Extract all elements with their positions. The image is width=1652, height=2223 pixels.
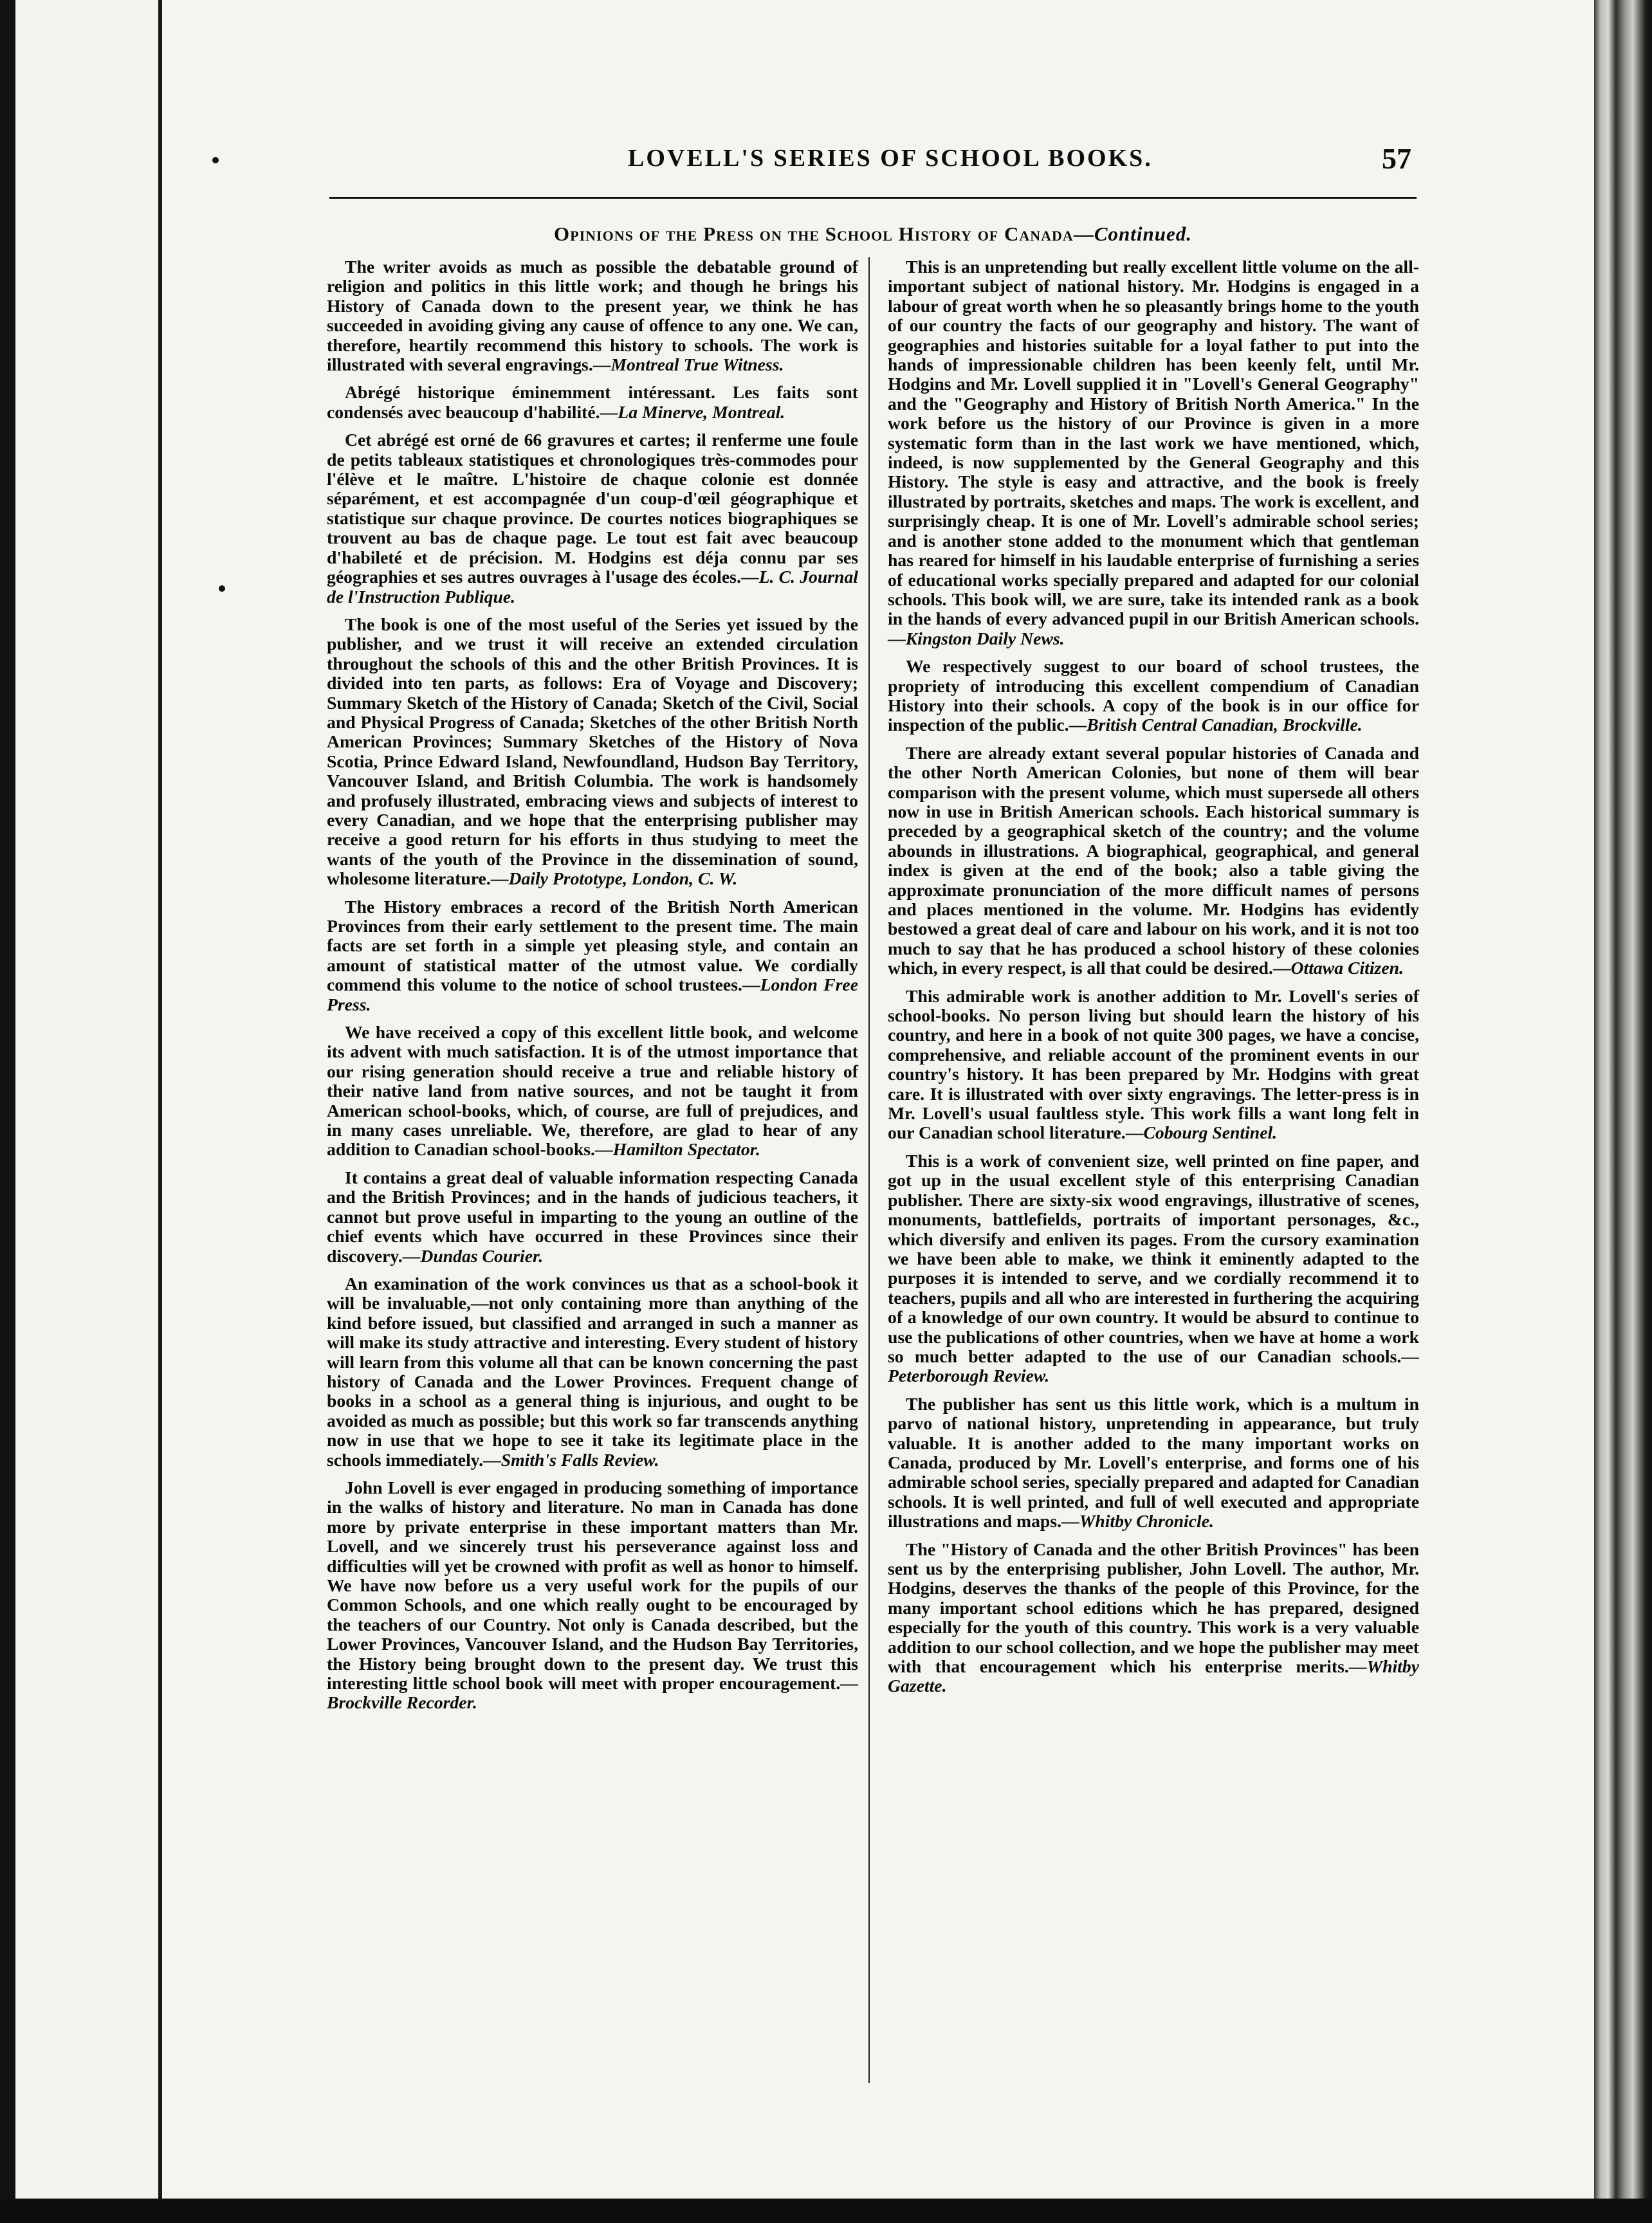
review-source: Hamilton Spectator. [612, 1139, 760, 1160]
press-review [888, 1151, 1419, 1386]
review-source: Daily Prototype, London, C. W. [508, 868, 738, 889]
review-source: Montreal True Witness. [610, 354, 784, 375]
book-fore-edge [1594, 0, 1652, 2223]
review-source: Brockville Recorder. [327, 1692, 477, 1713]
header-rule [329, 197, 1417, 199]
press-review [888, 257, 1419, 648]
review-source: Smith's Falls Review. [500, 1449, 659, 1470]
press-review [327, 615, 858, 889]
review-text: John Lovell is ever engaged in producing something of importance in the walks of history and literature. No man in Canada has done more by private enterprise in these important matters than Mr. Lovell, and we sincerely trust his perseverance against loss and difficulties will yet be crowned with profit as well as honor to himself. We have now before us a very useful work for the pupils of our Common Schools, and one which really ought to be encouraged by the teachers of our Country. Not only is Canada described, but the Lower Provinces, Vancouver Island, and the Hudson Bay Territories, the History being brought down to the present day. We trust this interesting little school book will meet with proper encouragement.— [327, 1477, 858, 1694]
review-text: The "History of Canada and the other British Provinces" has been sent us by the enterprising publisher, John Lovell. The author, Mr. Hodgins, deserves the thanks of the people of this Province, for the many important school editions which he has prepared, designed especially for the youth of this country. This work is a very valuable addition to our school collection, and we hope the publisher may meet with that encouragement which his enterprise merits.— [888, 1539, 1419, 1677]
press-review [327, 257, 858, 374]
running-title: LOVELL'S SERIES OF SCHOOL BOOKS. [628, 145, 1153, 172]
review-source: British Central Canadian, Brockville. [1087, 715, 1363, 735]
review-source: Ottawa Citizen. [1290, 958, 1404, 978]
review-source: Dundas Courier. [420, 1245, 544, 1266]
review-text: The book is one of the most useful of the Series yet issued by the publisher, and we trust it will receive an extended circulation throughout the schools of this and the other British Provinces. It is divided into ten parts, as follows: Era of Voyage and Discovery; Summary Sketch of the History of Canada; Sketch of the Civil, Social and Physical Progress of Canada; Sketches of the other British North American Provinces; Summary Sketches of the History of Nova Scotia, Prince Edward Island, Newfoundland, Hudson Bay Territory, Vancouver Island, and British Columbia. The work is handsomely and profusely illustrated, embracing views and subjects of interest to every Canadian, and we hope that the enterprising publisher may receive a good return for his efforts in thus studying to meet the wants of the youth of the Province in the dissemination of sound, wholesome literature.— [327, 614, 858, 889]
right-column [888, 257, 1419, 1705]
review-source: Peterborough Review. [888, 1366, 1050, 1386]
review-source: Whitby Chronicle. [1079, 1511, 1214, 1532]
review-text: This admirable work is another addition to Mr. Lovell's series of school-books. No person living but should learn the history of his country, and here in a book of not quite 300 pages, we have a concise, comprehensive, and reliable account of the prominent events in our country's history. It has been prepared by Mr. Hodgins with great care. It is illustrated with over sixty engravings. The letter-press is in Mr. Lovell's usual faultless style. This work fills a want long felt in our Canadian school literature.— [888, 985, 1419, 1143]
press-review [327, 897, 858, 1014]
review-text: The publisher has sent us this little work, which is a multum in parvo of national history, unpretending in appearance, but truly valuable. It is another added to the many important works on Canada, produced by Mr. Lovell's enterprise, and forms one of his admirable school series, specially prepared and adapted for Canadian schools. It is well printed, and full of well executed and appropriate illustrations and maps.— [888, 1393, 1419, 1532]
column-divider [868, 257, 870, 2083]
review-source: Whitby Gazette. [888, 1656, 1419, 1696]
review-source: London Free Press. [327, 974, 858, 1014]
section-title-text: Opinions of the Press on the School History of Canada— [554, 223, 1094, 245]
section-title [329, 223, 1417, 246]
scan-bottom-edge [0, 2199, 1652, 2223]
review-text: There are already extant several popular histories of Canada and the other North American Colonies, but none of them will bear comparison with the present volume, which must supersede all others now in use in British American schools. Each historical summary is preceded by a geographical sketch of the country; and the volume abounds in illustrations. A biographical, geographical, and general index is given at the end of the book; also a table giving the approximate pronunciation of the more difficult names of persons and places mentioned in the volume. Mr. Hodgins has evidently bestowed a great deal of care and labour on his work, and it is not too much to say that he has produced a school history of these colonies which, in every respect, is all that could be desired.— [888, 742, 1419, 978]
left-column [327, 257, 858, 1721]
page-number: 57 [1382, 142, 1411, 175]
press-review [327, 383, 858, 422]
review-source: La Minerve, Montreal. [618, 401, 785, 422]
scan-left-edge [0, 0, 15, 2223]
ink-dot [212, 157, 219, 163]
review-text: The writer avoids as much as possible the debatable ground of religion and politics in this little work; and though he brings his History of Canada down to the present year, we think he has succeeded in avoiding giving any cause of offence to any one. We can, therefore, heartily recommend this history to schools. The work is illustrated with several engravings.— [327, 257, 858, 375]
press-review [327, 1168, 858, 1266]
review-text: Abrégé historique éminemment intéressant. Les faits sont condensés avec beaucoup d'habilité.— [327, 382, 858, 422]
review-text: This is an unpretending but really excellent little volume on the all-important subject of national history. Mr. Hodgins is engaged in a labour of great worth when he so pleasantly brings home to the youth of our country the facts of our geography and history. The want of geographies and histories suitable for a loyal father to put into the hands of impressionable children has been keenly felt, until Mr. Hodgins and Mr. Lovell supplied it in "Lovell's General Geography" and the "Geography and History of British North America." In the work before us the history of our Province is given in a more systematic form than in the last work we have mentioned, which, indeed, is now supplemented by the General Geography and this History. The style is easy and attractive, and the book is freely illustrated by portraits, sketches and maps. The work is excellent, and surprisingly cheap. It is one of Mr. Lovell's admirable school series; and is another stone added to the monument which that gentleman has reared for himself in his laudable enterprise of furnishing a series of educational works specially prepared and adapted for our colonial schools. This book will, we are sure, take its intended rank as a book in the hands of every advanced pupil in our British American schools.— [888, 257, 1419, 648]
press-review [888, 1540, 1419, 1696]
review-source: Cobourg Sentinel. [1143, 1122, 1278, 1143]
review-text: Cet abrégé est orné de 66 gravures et cartes; il renferme une foule de petits tableaux statistiques et chronologiques très-commodes pour l'élève et le maître. L'histoire de chaque colonie est donnée séparément, et est accompagnée d'un coup-d'œil géographique et statistique sur chaque province. De courtes notices biographiques se trouvent au bas de chaque page. Le tout est fait avec beaucoup d'habileté et de précision. M. Hodgins est déja connu par ses géographies et ses autres ouvrages à l'usage des écoles.— [327, 430, 858, 587]
press-review [888, 987, 1419, 1143]
press-review [327, 1023, 858, 1160]
section-title-continued: Continued. [1094, 223, 1192, 245]
review-text: The History embraces a record of the British North American Provinces from their early settlement to the present time. The main facts are set forth in a simple yet pleasing style, and contain an amount of statistical matter of the utmost value. We cordially commend this volume to the notice of school trustees.— [327, 896, 858, 995]
review-source: Kingston Daily News. [905, 628, 1065, 648]
press-review [327, 1274, 858, 1470]
press-review [888, 1395, 1419, 1532]
facing-page-edge [15, 0, 162, 2223]
review-text: We have received a copy of this excellent little book, and welcome its advent with much satisfaction. It is of the utmost importance that our rising generation should receive a true and reliable history of their native land from native sources, and not be taught it from American school-books, which, of course, are full of prejudices, and in many cases unreliable. We, therefore, are glad to hear of any addition to Canadian school-books.— [327, 1022, 858, 1160]
ink-dot [219, 585, 225, 592]
review-source: L. C. Journal de l'Instruction Publique. [327, 567, 858, 607]
review-text: An examination of the work convinces us that as a school-book it will be invaluable,—not only containing more than anything of the kind before issued, but classified and arranged in such a manner as will make its study attractive and interesting. Every student of history will learn from this volume all that can be known concerning the past history of Canada and the Lower Provinces. Frequent change of books in a school as a general thing is injurious, and ought to be avoided as much as possible; but this work so far transcends anything now in use that we hope to see it take its legitimate place in the schools immediately.— [327, 1273, 858, 1470]
press-review [327, 430, 858, 607]
review-text: It contains a great deal of valuable information respecting Canada and the British Provinces; and in the hands of judicious teachers, it cannot but prove useful in imparting to the young an outline of the chief events which have occurred in these Provinces since their discovery.— [327, 1167, 858, 1266]
press-review [888, 744, 1419, 978]
press-review [888, 657, 1419, 735]
review-text: We respectively suggest to our board of school trustees, the propriety of introducing this excellent compendium of Canadian History into their schools. A copy of the book is in our office for inspection of the public.— [888, 656, 1419, 735]
review-text: This is a work of convenient size, well printed on fine paper, and got up in the usual excellent style of this enterprising Canadian publisher. There are sixty-six wood engravings, illustrative of scenes, monuments, battlefields, portraits of important personages, &c., which diversify and enliven its pages. From the cursory examination we have been able to make, we think it eminently adapted to the purposes it is intended to serve, and we cordially recommend it to teachers, pupils and all who are interested in furthering the acquiring of a knowledge of our own country. It would be absurd to continue to use the publications of other countries, when we have at home a work so much better adapted to the use of our Canadian schools.— [888, 1150, 1419, 1366]
press-review [327, 1478, 858, 1713]
